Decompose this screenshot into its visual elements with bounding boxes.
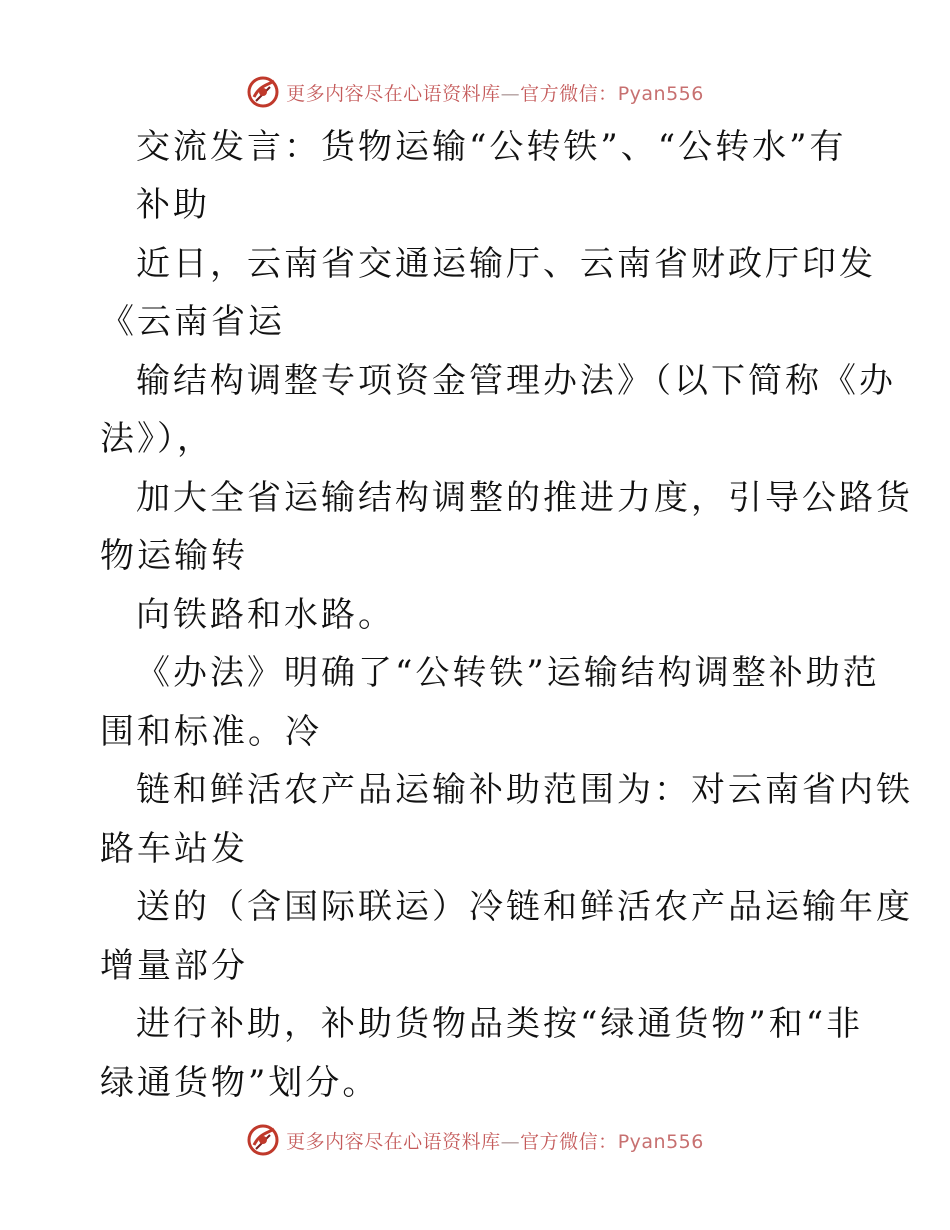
text-line: 法》）， — [100, 419, 214, 459]
banner-wechat-label: 官方微信： — [520, 82, 618, 105]
banner-wechat-id: Pyan556 — [617, 1130, 704, 1153]
text-line: 进行补助，补助货物品类按“绿通货物”和“非 — [136, 1004, 864, 1044]
banner-text — [286, 1127, 704, 1154]
text-line: 补助 — [136, 185, 210, 225]
banner-site-name: 更多内容尽在心语资料库 — [286, 1130, 501, 1153]
text-line: 输结构调整专项资金管理办法》（以下简称《办 — [136, 361, 896, 401]
text-line: 链和鲜活农产品运输补助范围为：对云南省内铁 — [136, 770, 913, 810]
text-line: 路车站发 — [100, 829, 248, 869]
text-line: 送的（含国际联运）冷链和鲜活农产品运输年度 — [136, 887, 913, 927]
banner-dash: — — [500, 82, 521, 105]
ribbon-seal-icon — [246, 1123, 280, 1157]
text-line: 增量部分 — [100, 946, 248, 986]
text-line: 物运输转 — [100, 536, 248, 576]
text-line: 加大全省运输结构调整的推进力度，引导公路货 — [136, 478, 913, 518]
text-line: 近日，云南省交通运输厅、云南省财政厅印发 — [136, 244, 876, 284]
text-line: 围和标准。冷 — [100, 712, 322, 752]
banner-site-name: 更多内容尽在心语资料库 — [286, 82, 501, 105]
text-line: 交流发言：货物运输“公转铁”、“公转水”有 — [136, 127, 847, 167]
banner-wechat-label: 官方微信： — [520, 1130, 618, 1153]
text-line: 向铁路和水路。 — [136, 595, 395, 635]
text-line: 《云南省运 — [100, 302, 285, 342]
text-line: 《办法》明确了“公转铁”运输结构调整补助范 — [136, 653, 880, 693]
banner-wechat-id: Pyan556 — [617, 82, 704, 105]
footer-watermark-banner — [0, 1120, 950, 1160]
banner-dash: — — [500, 1130, 521, 1153]
text-line: 绿通货物”划分。 — [100, 1063, 380, 1103]
